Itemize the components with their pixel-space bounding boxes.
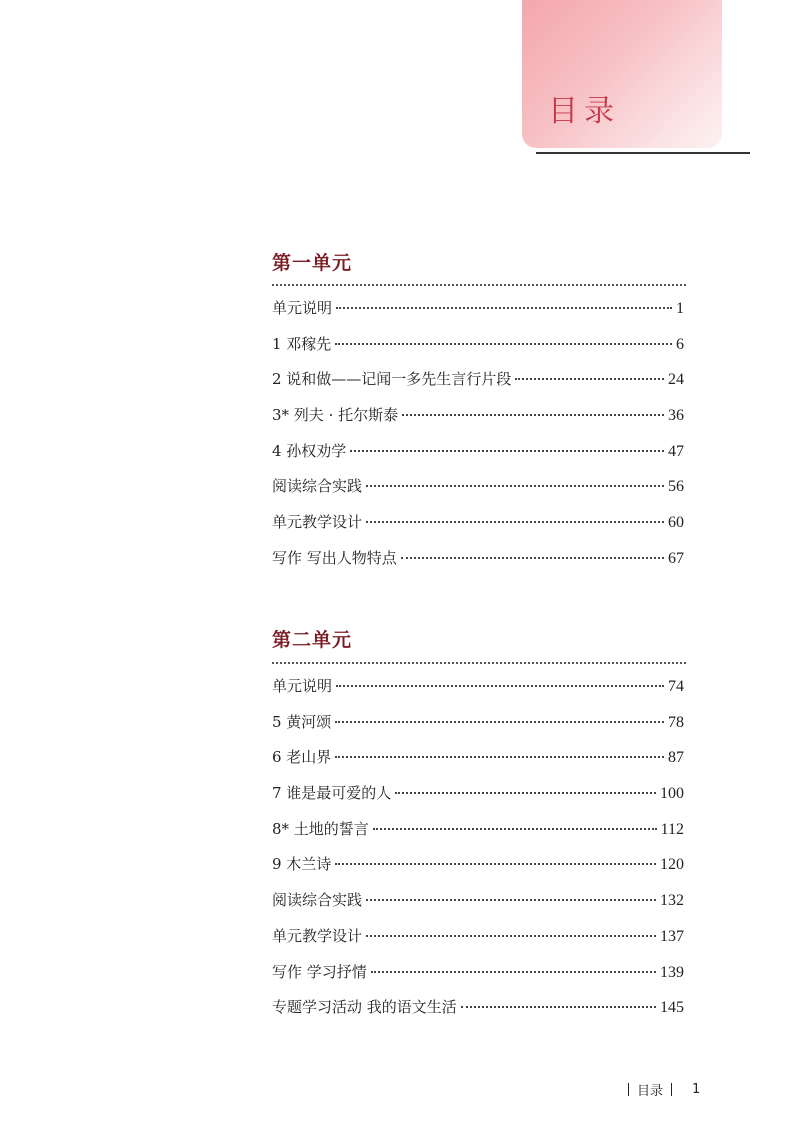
toc-entry-label: 1 邓稼先 (272, 334, 332, 353)
toc-entry[interactable] (272, 996, 684, 1032)
section-title-2: 第二单元 (272, 629, 353, 651)
toc-entry-label: 7 谁是最可爱的人 (272, 784, 392, 803)
toc-entry-label: 4 孙权劝学 (272, 441, 347, 460)
toc-entry[interactable] (272, 746, 684, 782)
toc-entry-page: 78 (668, 713, 684, 731)
toc-entry-page: 47 (668, 442, 684, 460)
dot-leader (366, 521, 664, 523)
toc-entry[interactable] (272, 925, 684, 961)
dot-leader (335, 863, 656, 865)
toc-entry[interactable] (272, 475, 684, 511)
toc-entry-page: 56 (668, 478, 684, 496)
dot-leader (336, 307, 672, 309)
page-title: 目录 (548, 94, 620, 129)
page-number: 1 (692, 1082, 701, 1097)
toc-entry-label: 2 说和做——记闻一多先生言行片段 (272, 370, 512, 389)
dot-leader (402, 414, 664, 416)
toc-entry[interactable] (272, 297, 684, 333)
toc-list-1 (272, 297, 684, 583)
dot-leader (461, 1006, 656, 1008)
toc-entry-page: 145 (660, 999, 684, 1017)
toc-entry-page: 36 (668, 407, 684, 425)
section-divider-2 (272, 662, 686, 664)
dot-leader (515, 378, 664, 380)
toc-entry-page: 24 (668, 371, 684, 389)
toc-entry[interactable] (272, 782, 684, 818)
toc-entry-page: 120 (660, 856, 684, 874)
footer-label: 目录 (637, 1084, 664, 1099)
toc-entry-label: 单元教学设计 (272, 513, 363, 532)
dot-leader (366, 935, 656, 937)
toc-entry-label: 阅读综合实践 (272, 477, 363, 496)
toc-entry-label: 9 木兰诗 (272, 855, 332, 874)
toc-entry-label: 单元教学设计 (272, 926, 363, 945)
toc-entry-page: 74 (668, 678, 684, 695)
toc-entry-label: 3* 列夫 · 托尔斯泰 (272, 406, 399, 425)
toc-entry-page: 139 (660, 963, 684, 981)
toc-entry[interactable] (272, 547, 684, 583)
toc-entry-page: 100 (660, 785, 684, 803)
dot-leader (336, 685, 664, 687)
dot-leader (366, 899, 656, 901)
toc-entry-label: 单元说明 (272, 677, 333, 695)
toc-entry-label: 6 老山界 (272, 748, 332, 767)
toc-entry-label: 8* 土地的誓言 (272, 819, 369, 838)
toc-entry-page: 60 (668, 514, 684, 532)
toc-entry-page: 67 (668, 549, 684, 567)
toc-entry[interactable] (272, 368, 684, 404)
toc-entry[interactable] (272, 711, 684, 747)
toc-entry[interactable] (272, 961, 684, 997)
toc-entry-label: 写作 学习抒情 (272, 962, 367, 981)
dot-leader (395, 792, 656, 794)
page-footer (620, 1080, 700, 1099)
header-rule (536, 152, 750, 154)
dot-leader (401, 557, 664, 559)
toc-entry-page: 1 (676, 300, 684, 317)
toc-entry[interactable] (272, 511, 684, 547)
section-divider-1 (272, 284, 686, 286)
toc-entry[interactable] (272, 889, 684, 925)
toc-entry-page: 137 (660, 927, 684, 945)
dot-leader (350, 450, 664, 452)
toc-entry[interactable] (272, 853, 684, 889)
toc-entry-page: 87 (668, 749, 684, 767)
footer-divider (628, 1083, 629, 1096)
dot-leader (371, 971, 656, 973)
toc-entry-label: 阅读综合实践 (272, 891, 363, 910)
toc-entry-label: 5 黄河颂 (272, 712, 332, 731)
toc-entry-page: 132 (660, 892, 684, 910)
footer-divider (671, 1083, 672, 1096)
section-title-1: 第一单元 (272, 252, 353, 274)
toc-entry[interactable] (272, 404, 684, 440)
toc-entry[interactable] (272, 440, 684, 476)
toc-entry-label: 单元说明 (272, 299, 333, 317)
dot-leader (335, 721, 664, 723)
toc-entry-page: 6 (676, 335, 684, 353)
toc-entry-label: 写作 写出人物特点 (272, 548, 397, 567)
toc-entry[interactable] (272, 675, 684, 711)
toc-entry[interactable] (272, 333, 684, 369)
dot-leader (335, 343, 672, 345)
dot-leader (335, 756, 664, 758)
toc-entry-label: 专题学习活动 我的语文生活 (272, 998, 457, 1017)
toc-entry[interactable] (272, 818, 684, 854)
toc-entry-page: 112 (660, 820, 684, 838)
dot-leader (366, 485, 664, 487)
toc-list-2 (272, 675, 684, 1032)
dot-leader (373, 828, 657, 830)
